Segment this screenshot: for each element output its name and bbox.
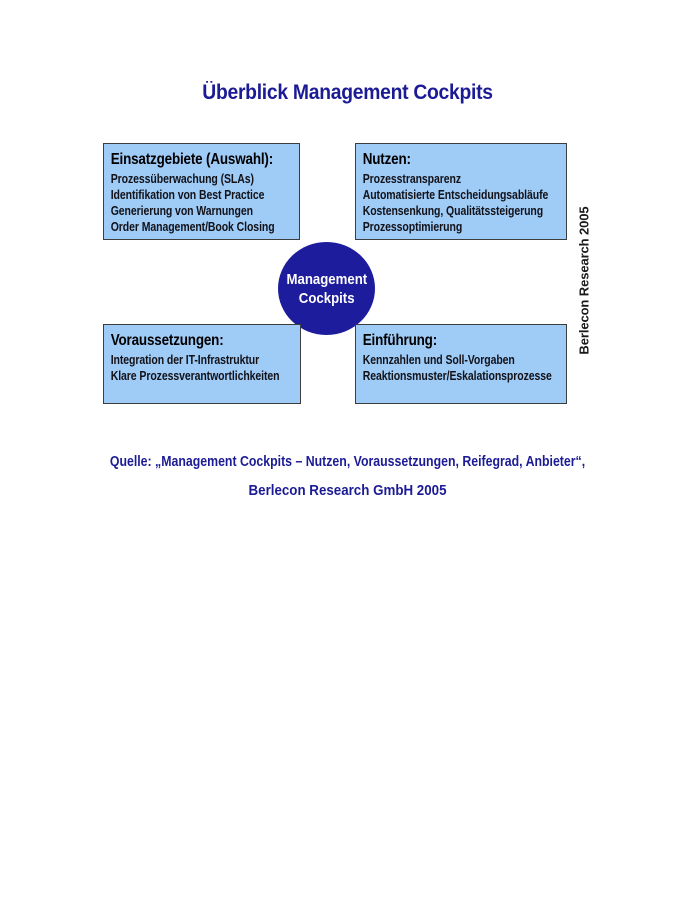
box-voraussetzungen-item: Integration der IT-Infrastruktur — [110, 353, 260, 367]
box-einsatzgebiete-item: Generierung von Warnungen — [110, 204, 253, 218]
box-einsatzgebiete-content — [104, 144, 275, 235]
box-einfuehrung-item: Kennzahlen und Soll-Vorgaben — [362, 353, 515, 367]
box-einfuehrung — [355, 324, 567, 404]
box-einfuehrung-item: Reaktionsmuster/Eskalationsprozesse — [362, 369, 552, 383]
circle-label-line2: Cockpits — [298, 289, 355, 307]
box-nutzen-item: Prozesstransparenz — [362, 172, 461, 186]
box-nutzen-title: Nutzen: — [362, 151, 411, 168]
box-nutzen — [355, 143, 567, 240]
box-nutzen-item: Kostensenkung, Qualitätssteigerung — [362, 204, 544, 218]
box-einsatzgebiete-item: Identifikation von Best Practice — [110, 188, 265, 202]
box-einfuehrung-content — [356, 325, 552, 384]
box-voraussetzungen-item: Klare Prozessverantwortlichkeiten — [110, 369, 280, 383]
box-einsatzgebiete-item: Order Management/Book Closing — [110, 220, 275, 234]
box-einfuehrung-title: Einführung: — [362, 332, 438, 349]
box-voraussetzungen-title: Voraussetzungen: — [110, 332, 224, 349]
box-einsatzgebiete-title: Einsatzgebiete (Auswahl): — [110, 151, 274, 168]
box-nutzen-content — [356, 144, 549, 235]
page-title: Überblick Management Cockpits — [202, 81, 493, 104]
management-cockpits-circle — [278, 242, 375, 335]
box-voraussetzungen-content — [104, 325, 280, 384]
source-citation-line1: Quelle: „Management Cockpits – Nutzen, Voraussetzungen, Reifegrad, Anbieter“, — [109, 454, 586, 470]
side-label-berlecon: Berlecon Research 2005 — [576, 206, 592, 355]
source-citation — [0, 453, 695, 501]
circle-label-line1: Management — [286, 270, 367, 288]
box-einsatzgebiete-item: Prozessüberwachung (SLAs) — [110, 172, 254, 186]
source-citation-line2: Berlecon Research GmbH 2005 — [248, 483, 447, 499]
box-einsatzgebiete — [103, 143, 300, 240]
box-nutzen-item: Prozessoptimierung — [362, 220, 463, 234]
box-nutzen-item: Automatisierte Entscheidungsabläufe — [362, 188, 549, 202]
box-voraussetzungen — [103, 324, 301, 404]
